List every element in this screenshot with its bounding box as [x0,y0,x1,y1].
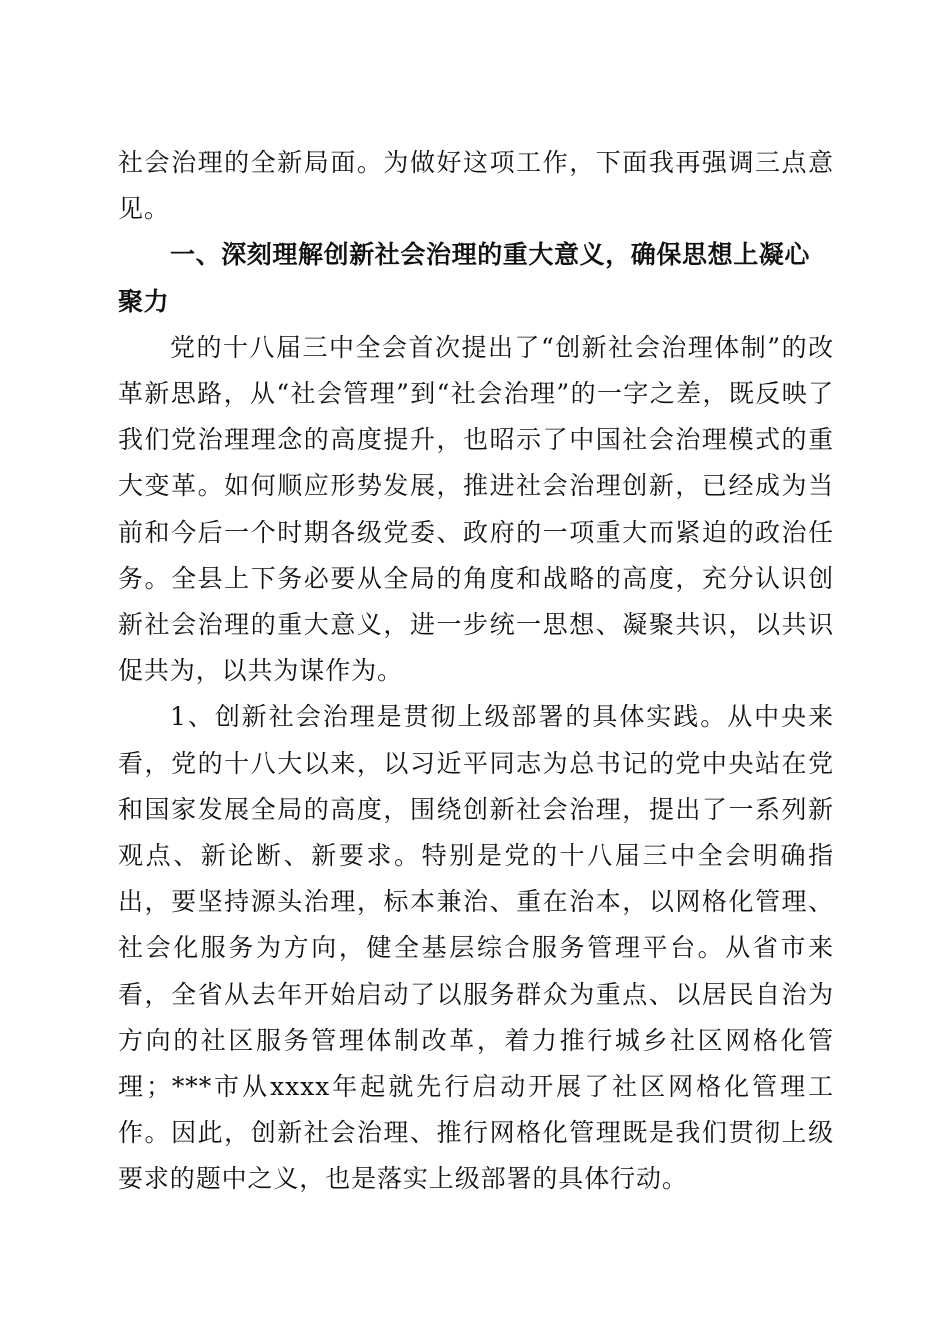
section-heading: 一、深刻理解创新社会治理的重大意义，确保思想上凝心聚力 [118,240,811,316]
document-body [118,140,834,1203]
continuation-paragraph: 社会治理的全新局面。为做好这项工作，下面我再强调三点意见。 [118,148,834,224]
body-paragraph-2: 1、创新社会治理是贯彻上级部署的具体实践。从中央来看，党的十八大以来，以习近平同志为总书记的党中央站在党和国家发展全局的高度，围绕创新社会治理，提出了一系列新观点、新论断、新要求。特别是党的十八届三中全会明确指出，要坚持源头治理，标本兼治、重在治本，以网格化管理、社会化服务为方向，健全基层综合服务管理平台。从省市来看，全省从去年开始启动了以服务群众为重点、以居民自治为方向的社区服务管理体制改革，着力推行城乡社区网格化管理；***市从xxxx年起就先行启动开展了社区网格化管理工作。因此，创新社会治理、推行网格化管理既是我们贯彻上级要求的题中之义，也是落实上级部署的具体行动。 [118,702,834,1194]
body-paragraph-1: 党的十八届三中全会首次提出了“创新社会治理体制”的改革新思路，从“社会管理”到“社会治理”的一字之差，既反映了我们党治理理念的高度提升，也昭示了中国社会治理模式的重大变革。如何顺应形势发展，推进社会治理创新，已经成为当前和今后一个时期各级党委、政府的一项重大而紧迫的政治任务。全县上下务必要从全局的角度和战略的高度，充分认识创新社会治理的重大意义，进一步统一思想、凝聚共识，以共识促共为，以共为谋作为。 [118,332,834,686]
